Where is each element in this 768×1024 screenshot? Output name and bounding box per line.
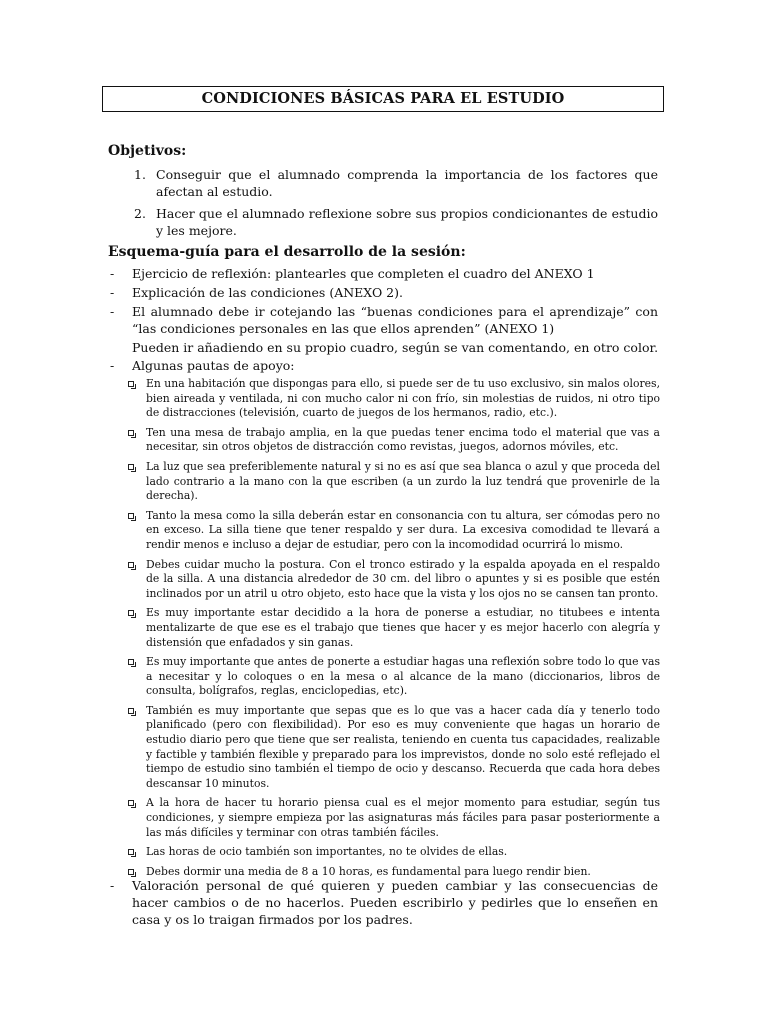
tip-text: También es muy importante que sepas que es lo que vas a hacer cada día y tenerlo todo planificado (pero con flexibilidad). Por eso es muy conveniente que hagas un horario de estudio diario pero que tiene que ser realista, teniendo en cuenta tus capacidades, realizable y factible y también flexible y preparado para los imprevistos, donde no solo esté reflejado el tiempo de estudio sino también el tiempo de ocio y descanso. Recuerda que cada hora debes descansar 10 minutos. xyxy=(146,703,660,790)
tip-item xyxy=(126,655,660,699)
scheme-item-text: El alumnado debe ir cotejando las “buenas condiciones para el aprendizaje” con “las condiciones personales en las que ellos aprenden” (ANEXO 1) xyxy=(132,304,658,336)
dash-bullet: - xyxy=(110,285,115,300)
tip-item xyxy=(126,704,660,792)
checkbox-bullet-icon xyxy=(128,562,134,568)
objectives-heading: Objetivos: xyxy=(108,143,187,159)
tip-text: Tanto la mesa como la silla deberán estar en consonancia con tu altura, ser cómodas pero no en exceso. La silla tiene que tener respaldo y ser dura. La excesiva comodidad te llevará a rendir menos e incluso a dejar de estudiar, pero con la incomodidad ocurrirá lo mismo. xyxy=(146,508,660,551)
checkbox-bullet-icon xyxy=(128,513,134,519)
checkbox-bullet-icon xyxy=(128,464,134,470)
dash-bullet: - xyxy=(110,358,115,373)
tip-text: Debes dormir una media de 8 a 10 horas, es fundamental para luego rendir bien. xyxy=(146,864,591,878)
scheme-heading: Esquema-guía para el desarrollo de la sesión: xyxy=(108,244,466,260)
checkbox-bullet-icon xyxy=(128,659,134,665)
dash-bullet: - xyxy=(110,304,115,319)
tip-item xyxy=(126,606,660,650)
checkbox-bullet-icon xyxy=(128,610,134,616)
tip-text: Es muy importante estar decidido a la hora de ponerse a estudiar, no titubees e intenta mentalizarte de que ese es el trabajo que tienes que hacer y es mejor hacerlo con alegría y distensión que enfadados y sin ganas. xyxy=(146,606,660,649)
tips-list xyxy=(126,377,660,884)
tip-text: La luz que sea preferiblemente natural y si no es así que sea blanca o azul y que proceda del lado contrario a la mano con la que escriben (a un zurdo la luz tendrá que provenirle de la derecha). xyxy=(146,459,660,503)
tip-item xyxy=(126,558,660,602)
page-title: CONDICIONES BÁSICAS PARA EL ESTUDIO xyxy=(102,86,664,112)
tip-item xyxy=(126,796,660,840)
scheme-item-text: Explicación de las condiciones (ANEXO 2). xyxy=(132,285,403,300)
tip-text: En una habitación que dispongas para ello, si puede ser de tu uso exclusivo, sin malos olores, bien aireada y ventilada, ni con mucho calor ni con frío, sin molestias de ruidos, ni otro tipo de distracciones (televisión, cuarto de juegos de los hermanos, radio, etc.). xyxy=(146,377,660,420)
tip-item xyxy=(126,426,660,455)
tip-item xyxy=(126,377,660,421)
checkbox-bullet-icon xyxy=(128,430,134,436)
tip-text: Es muy importante que antes de ponerte a estudiar hagas una reflexión sobre todo lo que vas a necesitar y lo coloques o en la mesa o al alcance de la mano (diccionarios, libros de consulta, bolígrafos, reglas, enciclopedias, etc). xyxy=(146,655,660,698)
checkbox-bullet-icon xyxy=(128,800,134,806)
checkbox-bullet-icon xyxy=(128,381,134,387)
tips-intro-text: Algunas pautas de apoyo: xyxy=(132,358,295,373)
tip-text: A la hora de hacer tu horario piensa cual es el mejor momento para estudiar, según tus condiciones, y siempre empieza por las asignaturas más fáciles para pasar posteriormente a las más difíciles y terminar con otras también fáciles. xyxy=(146,796,660,839)
objective-number: 2. xyxy=(134,206,146,221)
tip-item xyxy=(126,845,660,860)
scheme-item-text: Ejercicio de reflexión: plantearles que completen el cuadro del ANEXO 1 xyxy=(132,266,595,281)
objective-text: Hacer que el alumnado reflexione sobre sus propios condicionantes de estudio y les mejore. xyxy=(156,206,658,238)
tip-item xyxy=(126,509,660,553)
scheme-note: Pueden ir añadiendo en su propio cuadro, según se van comentando, en otro color. xyxy=(132,340,659,355)
objective-number: 1. xyxy=(134,167,146,182)
tip-item xyxy=(126,460,660,504)
checkbox-bullet-icon xyxy=(128,849,134,855)
tip-text: Debes cuidar mucho la postura. Con el tronco estirado y la espalda apoyada en el respaldo de la silla. A una distancia alrededor de 30 cm. del libro o apuntes y si es posible que estén inclinados por un atril u otro objeto, esto hace que la vista y los ojos no se cansen tan pronto. xyxy=(146,557,660,600)
tip-text: Las horas de ocio también son importantes, no te olvides de ellas. xyxy=(146,845,508,859)
tip-text: Ten una mesa de trabajo amplia, en la que puedas tener encima todo el material que vas a necesitar, sin otros objetos de distracción como revistas, juegos, adornos móviles, etc. xyxy=(146,425,660,454)
final-item-text: Valoración personal de qué quieren y pueden cambiar y las consecuencias de hacer cambios o de no hacerlos. Pueden escribirlo y pedirles que lo enseñen en casa y os lo traigan firmados por los padres. xyxy=(132,878,658,927)
checkbox-bullet-icon xyxy=(128,869,134,875)
dash-bullet: - xyxy=(110,878,115,893)
dash-bullet: - xyxy=(110,266,115,281)
objective-text: Conseguir que el alumnado comprenda la importancia de los factores que afectan al estudio. xyxy=(156,167,658,199)
checkbox-bullet-icon xyxy=(128,708,134,714)
